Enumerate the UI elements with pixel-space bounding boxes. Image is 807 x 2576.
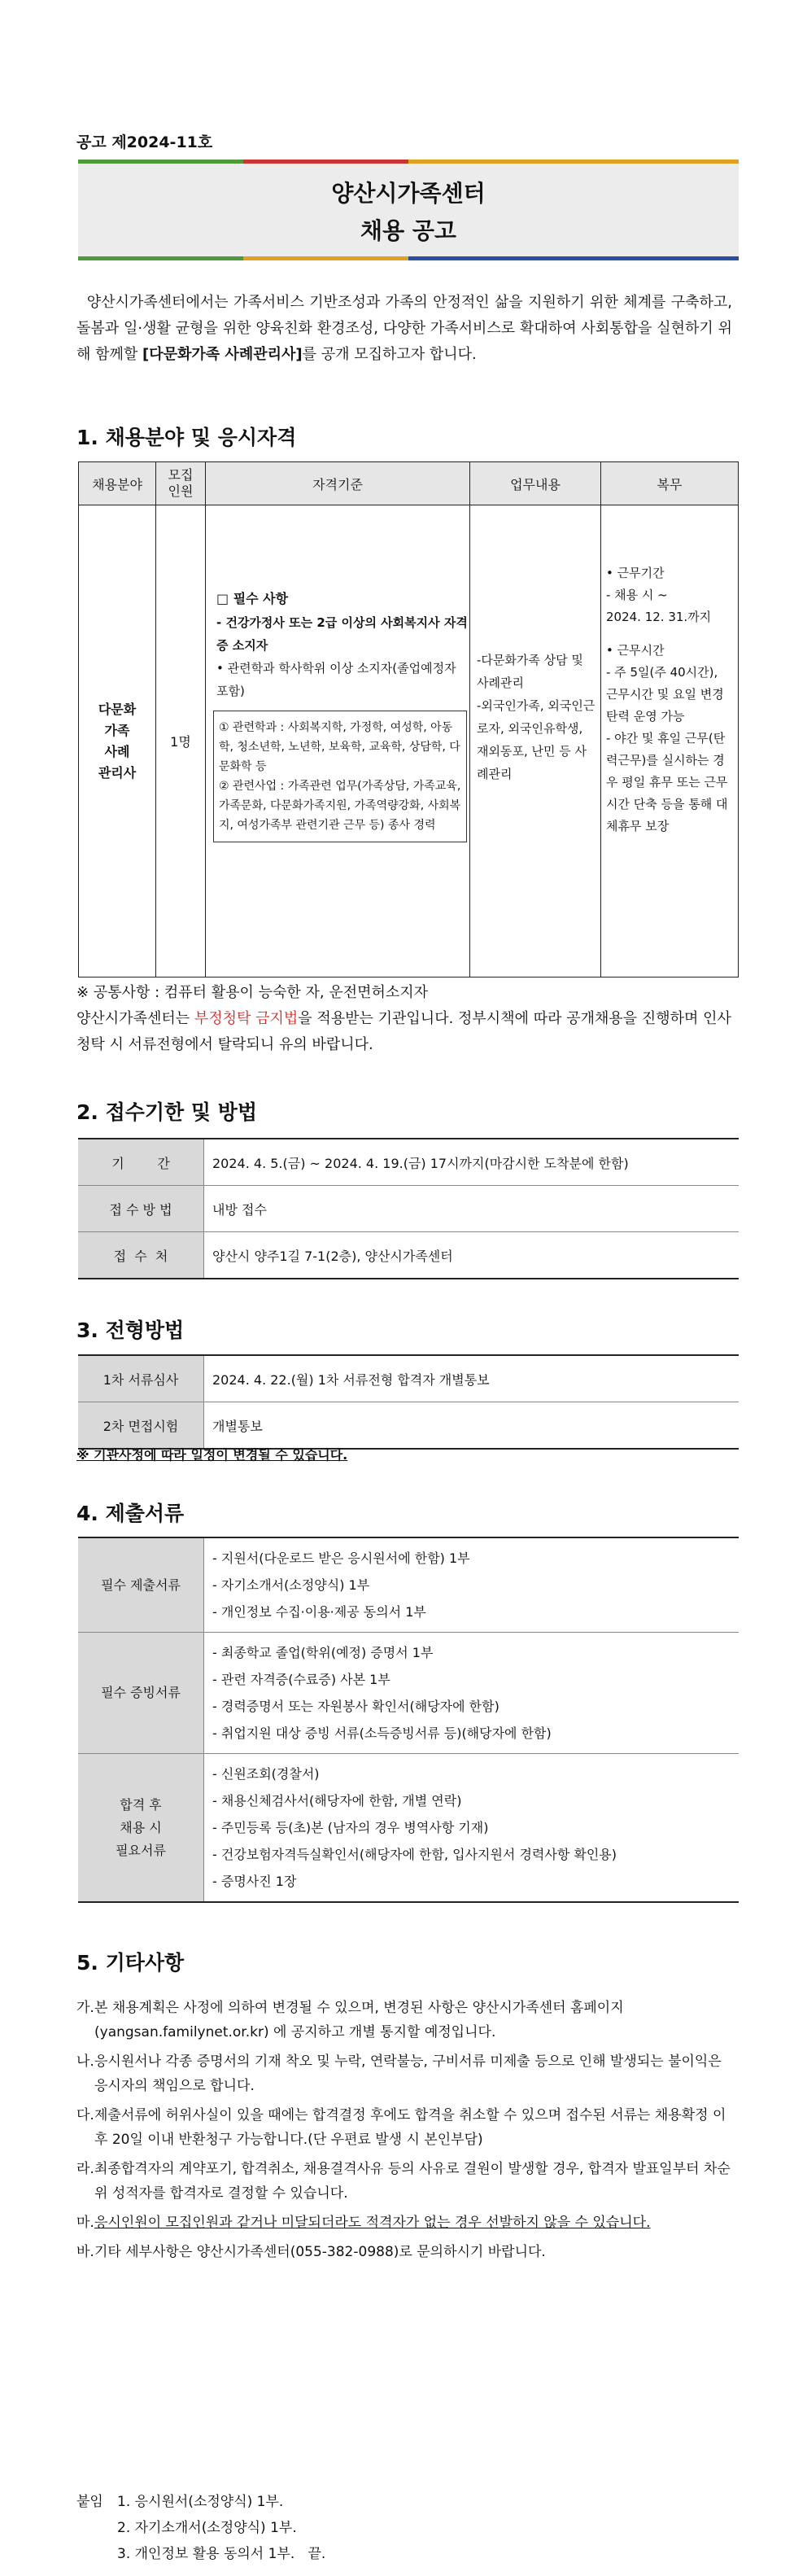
intro-paragraph: 양산시가족센터에서는 가족서비스 기반조성과 가족의 안정적인 삶을 지원하기 위한 체계를 구축하고, 돌봄과 일·생활 균형을 위한 양육친화 환경조성, 다양한 가족서비스로 확대하여 사회통합을 실현하기 위해 함께할 [다문화가족 사례관리사]를 공개 모집하고자 합니다. <box>76 294 732 363</box>
hire-docs-list: - 신원조회(경찰서) - 채용신체검사서(해당자에 한함, 개별 연락) - 주민등록 등(초)본 (남자의 경우 병역사항 기재) - 건강보험자격득실확인서(해당자에 한함, 입사지원서 경력사항 확인용) - 증명사진 1장 <box>204 1754 739 1903</box>
required-docs-label: 필수 제출서류 <box>78 1537 204 1633</box>
col-qualification: 자격기준 <box>206 462 470 505</box>
position-name: [다문화가족 사례관리사] <box>142 346 303 363</box>
related-majors: ① 관련학과 : 사회복지학, 가정학, 여성학, 아동학, 청소년학, 노년학, 보육학, 교육학, 상담학, 다문화학 등 <box>219 721 460 773</box>
attach-item: 3. 개인정보 활용 동의서 1부. 끝. <box>117 2546 326 2562</box>
etc-item: 다. 제출서류에 허위사실이 있을 때에는 합격결정 후에도 합격을 취소할 수 있으며 접수된 서류는 채용확정 이후 20일 이내 반환청구 가능합니다.(단 우편료 발생 시 본인부담) <box>76 2107 726 2148</box>
etc-item: 가. 본 채용계획은 사정에 의하여 변경될 수 있으며, 변경된 사항은 양산시가족센터 홈페이지(yangsan.familynet.or.kr) 에 공지하고 개별 통지할 예정입니다. <box>76 2000 624 2040</box>
recruit-table <box>78 461 739 977</box>
required-docs-list: - 지원서(다운로드 받은 응시원서에 한함) 1부 - 자기소개서(소정양식) 1부 - 개인정보 수집·이용·제공 동의서 1부 <box>204 1537 739 1633</box>
qualification-detail-box <box>213 711 467 842</box>
stage2-value: 개별통보 <box>204 1402 739 1450</box>
period-value: 2024. 4. 5.(금) ~ 2024. 4. 19.(금) 17시까지(마감시한 도착분에 한함) <box>204 1139 739 1186</box>
title-bottom-bar <box>78 256 739 260</box>
proof-docs-label: 필수 증빙서류 <box>78 1633 204 1754</box>
place-label: 접 수 처 <box>78 1232 204 1279</box>
col-duty: 업무내용 <box>470 462 601 505</box>
qualification-cell <box>206 505 470 977</box>
period-label: 기 간 <box>78 1139 204 1186</box>
duty-cell: -다문화가족 상담 및 사례관리 -외국인가족, 외국인근로자, 외국인유학생, 재외동포, 난민 등 사례관리 <box>470 505 601 977</box>
req-title: □ 필수 사항 <box>216 591 289 606</box>
attachments <box>76 2489 325 2567</box>
stage1-value: 2024. 4. 22.(월) 1차 서류전형 합격자 개별통보 <box>204 1355 739 1402</box>
notice-number: 공고 제2024-11호 <box>76 133 213 151</box>
title-top-bar <box>78 160 739 164</box>
schedule-note: ※ 기관사정에 따라 일정이 변경될 수 있습니다. <box>76 1447 348 1463</box>
etc-list <box>76 1996 737 2269</box>
section3-heading: 3. 전형방법 <box>76 1319 185 1342</box>
service-period: • 근무기간 - 채용 시 ~ 2024. 12. 31.까지 <box>606 566 712 624</box>
stage1-label: 1차 서류심사 <box>78 1355 204 1402</box>
attach-item: 2. 자기소개서(소정양식) 1부. <box>117 2520 297 2536</box>
title-banner <box>78 160 739 260</box>
field-cell: 다문화 가족 사례 관리사 <box>79 505 156 977</box>
attach-item: 1. 응시원서(소정양식) 1부. <box>117 2494 284 2510</box>
count-cell: 1명 <box>156 505 206 977</box>
method-label: 접 수 방 법 <box>78 1186 204 1232</box>
section2-heading: 2. 접수기한 및 방법 <box>76 1100 258 1124</box>
col-count: 모집 인원 <box>156 462 206 505</box>
etc-item: 라. 최종합격자의 계약포기, 합격취소, 채용결격사유 등의 사유로 결원이 발생할 경우, 합격자 발표일부터 차순위 성적자를 합격자로 결정할 수 있습니다. <box>76 2161 731 2202</box>
related-work: ② 관련사업 : 가족관련 업무(가족상담, 가족교육, 가족문화, 다문화가족지원, 가족역량강화, 사회복지, 여성가족부 관련기관 근무 등) 종사 경력 <box>219 780 461 832</box>
service-cell <box>601 505 739 977</box>
col-field: 채용분야 <box>79 462 156 505</box>
proof-docs-list: - 최종학교 졸업(학위(예정) 증명서 1부 - 관련 자격증(수료증) 사본 1부 - 경력증명서 또는 자원봉사 확인서(해당자에 한함) - 취업지원 대상 증빙 서류(소득증빙서류 등)(해당자에 한함) <box>204 1633 739 1754</box>
req-degree: • 관련학과 학사학위 이상 소지자(졸업예정자 포함) <box>216 661 456 698</box>
section5-heading: 5. 기타사항 <box>76 1951 185 1975</box>
service-hours: • 근무시간 - 주 5일(주 40시간), 근무시간 및 요일 변경 탄력 운영 가능 - 야간 및 휴일 근무(탄력근무)를 실시하는 경우 평일 휴무 또는 근무시간 단축 등을 통해 대체휴무 보장 <box>606 643 728 833</box>
title-main: 채용 공고 <box>360 217 456 244</box>
etc-item: 마. 응시인원이 모집인원과 같거나 미달되더라도 적격자가 없는 경우 선발하지 않을 수 있습니다. <box>76 2215 651 2231</box>
common-note: ※ 공통사항 : 컴퓨터 활용이 능숙한 자, 운전면허소지자 <box>76 984 429 1001</box>
attach-label: 붙임 <box>76 2494 103 2510</box>
col-service: 복무 <box>601 462 739 505</box>
method-value: 내방 접수 <box>204 1186 739 1232</box>
req-certificate: - 건강가정사 또는 2급 이상의 사회복지사 자격증 소지자 <box>216 615 468 653</box>
section4-heading: 4. 제출서류 <box>76 1502 185 1525</box>
hire-docs-label: 합격 후 채용 시 필요서류 <box>78 1754 204 1903</box>
documents-table <box>78 1537 739 1903</box>
application-table <box>78 1138 739 1279</box>
title-org: 양산시가족센터 <box>331 180 486 207</box>
stage2-label: 2차 면접시험 <box>78 1402 204 1450</box>
etc-item: 나. 응시원서나 각종 증명서의 기재 착오 및 누락, 연락불능, 구비서류 미제출 등으로 인해 발생되는 불이익은 응시자의 책임으로 합니다. <box>76 2053 722 2094</box>
anti-graft-note: 양산시가족센터는 부정청탁 금지법을 적용받는 기관입니다. 정부시책에 따라 공개채용을 진행하며 인사 청탁 시 서류전형에서 탈락되니 유의 바랍니다. <box>76 1010 731 1053</box>
selection-table <box>78 1354 739 1450</box>
etc-item: 바. 기타 세부사항은 양산시가족센터(055-382-0988)로 문의하시기 바랍니다. <box>76 2244 546 2260</box>
section1-heading: 1. 채용분야 및 응시자격 <box>76 426 297 449</box>
place-value: 양산시 양주1길 7-1(2층), 양산시가족센터 <box>204 1232 739 1279</box>
